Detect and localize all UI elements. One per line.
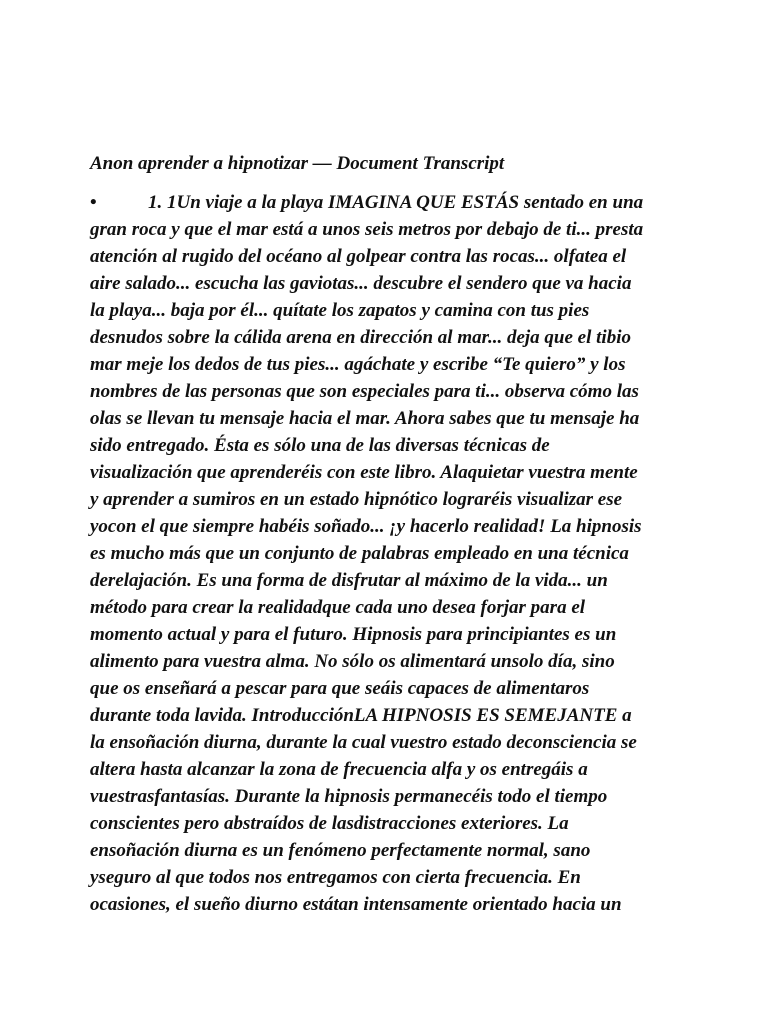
text-line: nombres de las personas que son especiales para ti... observa cómo las — [90, 381, 639, 402]
text-line: olas se llevan tu mensaje hacia el mar. Ahora sabes que tu mensaje ha — [90, 408, 640, 429]
text-line: que os enseñará a pescar para que seáis capaces de alimentaros — [90, 678, 590, 699]
text-line: sido entregado. Ésta es sólo una de las diversas técnicas de — [90, 435, 550, 456]
text-line: aire salado... escucha las gaviotas... descubre el sendero que va hacia — [90, 273, 632, 294]
bullet-icon: • — [90, 192, 97, 213]
text-line: yseguro al que todos nos entregamos con cierta frecuencia. En — [90, 867, 581, 888]
text-line: mar meje los dedos de tus pies... agáchate y escribe “Te quiero” y los — [90, 354, 626, 375]
text-line: ensoñación diurna es un fenómeno perfectamente normal, sano — [90, 840, 591, 861]
text-line: método para crear la realidadque cada uno desea forjar para el — [90, 597, 586, 618]
text-line: alimento para vuestra alma. No sólo os alimentará unsolo día, sino — [90, 651, 615, 672]
text-line: durante toda lavida. IntroducciónLA HIPNOSIS ES SEMEJANTE a — [90, 705, 632, 726]
text-line: atención al rugido del océano al golpear contra las rocas... olfatea el — [90, 246, 627, 267]
text-line: yocon el que siempre habéis soñado... ¡y hacerlo realidad! La hipnosis — [90, 516, 642, 537]
text-line: la playa... baja por él... quítate los zapatos y camina con tus pies — [90, 300, 590, 321]
text-line: ocasiones, el sueño diurno estátan intensamente orientado hacia un — [90, 894, 622, 915]
text-line: derelajación. Es una forma de disfrutar al máximo de la vida... un — [90, 570, 608, 591]
text-line: visualización que aprenderéis con este libro. Alaquietar vuestra mente — [90, 462, 638, 483]
list-item — [90, 189, 672, 918]
text-line: la ensoñación diurna, durante la cual vuestro estado deconsciencia se — [90, 732, 637, 753]
text-line: conscientes pero abstraídos de lasdistracciones exteriores. La — [90, 813, 569, 834]
text-line: vuestrasfantasías. Durante la hipnosis permanecéis todo el tiempo — [90, 786, 608, 807]
text-line: momento actual y para el futuro. Hipnosis para principiantes es un — [90, 624, 617, 645]
text-line: gran roca y que el mar está a unos seis metros por debajo de ti... presta — [90, 219, 644, 240]
text-line: • 1. 1Un viaje a la playa IMAGINA QUE ESTÁS sentado en una — [90, 189, 672, 216]
text-line: altera hasta alcanzar la zona de frecuencia alfa y os entregáis a — [90, 759, 588, 780]
document-title: Anon aprender a hipnotizar — Document Transcript — [90, 153, 505, 174]
text-line: y aprender a sumiros en un estado hipnótico lograréis visualizar ese — [90, 489, 623, 510]
text-line: desnudos sobre la cálida arena en dirección al mar... deja que el tibio — [90, 327, 631, 348]
text-line: es mucho más que un conjunto de palabras empleado en una técnica — [90, 543, 629, 564]
